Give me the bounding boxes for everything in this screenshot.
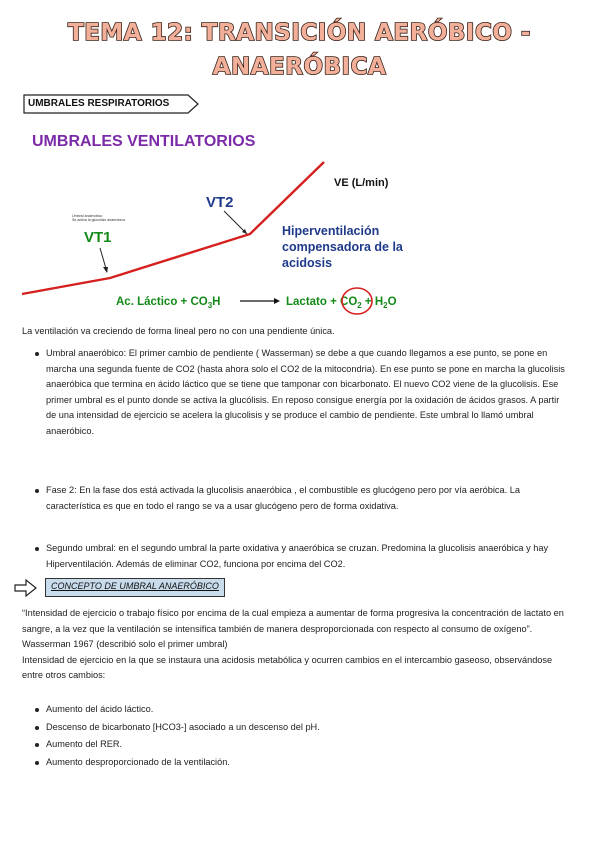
text-line: primer umbral es el punto donde se activa la glucólisis. En reposo consigue energía por la oxidación de ácidos grasos. A partir	[46, 394, 560, 405]
text-line: Fase 2: En la fase dos está activada la glucolisis anaeróbica , el combustible es glucógeno pero por vía aeróbica. La	[46, 485, 520, 495]
intro-paragraph: La ventilación va creciendo de forma lineal pero no con una pendiente única.	[22, 326, 335, 336]
arrow-right-icon	[14, 578, 42, 598]
hyper-line-2: compensadora de la	[282, 240, 403, 254]
text-line: Umbral anaeróbico: El primer cambio de pendiente ( Wasserman) se debe a que cuando llegamos a ese punto, se pone en	[46, 348, 548, 358]
small-note-2: Se activa la glucolisis anaerobica	[72, 218, 125, 222]
vt2-label: VT2	[206, 194, 234, 211]
page-title-line-1: TEMA 12: TRANSICIÓN AERÓBICO -	[68, 20, 531, 46]
text-line: Hiperventilación. Además de eliminar CO2, funciona por encima del CO2.	[46, 558, 346, 569]
figure-heading: UMBRALES VENTILATORIOS	[32, 133, 256, 150]
text-line: Intensidad de ejercicio en la que se instaura una acidosis metabólica y ocurren cambios en el intercambio gaseoso, observándose	[22, 654, 553, 665]
equation-right: Lactato + $CO_2 + H_2O$	[286, 296, 397, 310]
equation-left: Ac. Láctico + $CO_3H$	[116, 296, 221, 310]
definition-paragraph	[22, 606, 582, 684]
text-line: anaeróbico.	[46, 425, 95, 436]
text-line: sangre, a la vez que la ventilación se intensifica también de manera desproporcionada con respecto al consumo de oxígeno”.	[22, 623, 533, 634]
small-note-1: Umbral anaerobico	[72, 214, 103, 218]
list-item: Aumento del RER.	[46, 737, 581, 753]
text-line: marcha una segunda fuente de CO2 (hasta ahora solo el CO2 de la mitocondria). En ese punto se pone en marcha la glucolisis	[46, 363, 565, 374]
text-line: anaeróbica que termina en ácido láctico que se tiene que tamponar con bicarbonato. El nuevo CO2 viene de la glucolisis. Ese	[46, 379, 559, 389]
text-line: de una intensidad de ejercicio se acelera la glucolisis y se produce el cambio de pendiente. Este umbral lo llamó umbral	[46, 410, 534, 420]
concept-label: CONCEPTO DE UMBRAL ANAERÓBICO	[51, 581, 219, 591]
list-item: Aumento del ácido láctico.	[46, 702, 581, 718]
list-item-umbral-anaerobico	[46, 346, 581, 439]
hyper-line-1: Hiperventilación	[282, 224, 380, 238]
list-item-fase-2	[46, 483, 581, 514]
list-item: Aumento desproporcionado de la ventilación.	[46, 755, 581, 771]
concept-box	[45, 578, 225, 597]
text-line: característica es que en todo el rango se va a usar glucógeno pero de forma oxidativa.	[46, 500, 399, 511]
threshold-list	[46, 346, 581, 439]
ve-axis-label: VE (L/min)	[334, 177, 389, 189]
page-title-line-2: ANAERÓBICA	[212, 54, 387, 80]
section-tag-label: UMBRALES RESPIRATORIOS	[28, 98, 170, 109]
list-item: Descenso de bicarbonato [HCO3-] asociado a un descenso del pH.	[46, 720, 581, 736]
hyper-line-3: acidosis	[282, 256, 333, 270]
list-item-segundo-umbral	[46, 541, 581, 572]
vt1-label: VT1	[84, 229, 112, 246]
text-line: Segundo umbral: en el segundo umbral la parte oxidativa y anaeróbica se cruzan. Predomina la glucolisis anaeróbica y hay	[46, 543, 549, 553]
text-line: “Intensidad de ejercicio o trabajo físico por encima de la cual empieza a aumentar de forma progresiva la concentración de lactato en	[22, 608, 564, 618]
second-threshold-list	[46, 541, 581, 572]
changes-list	[46, 702, 581, 770]
text-line: Wasserman 1967 (describió solo el primer umbral)	[22, 639, 228, 649]
text-line: entre otros cambios:	[22, 670, 106, 680]
phase-list	[46, 483, 581, 514]
